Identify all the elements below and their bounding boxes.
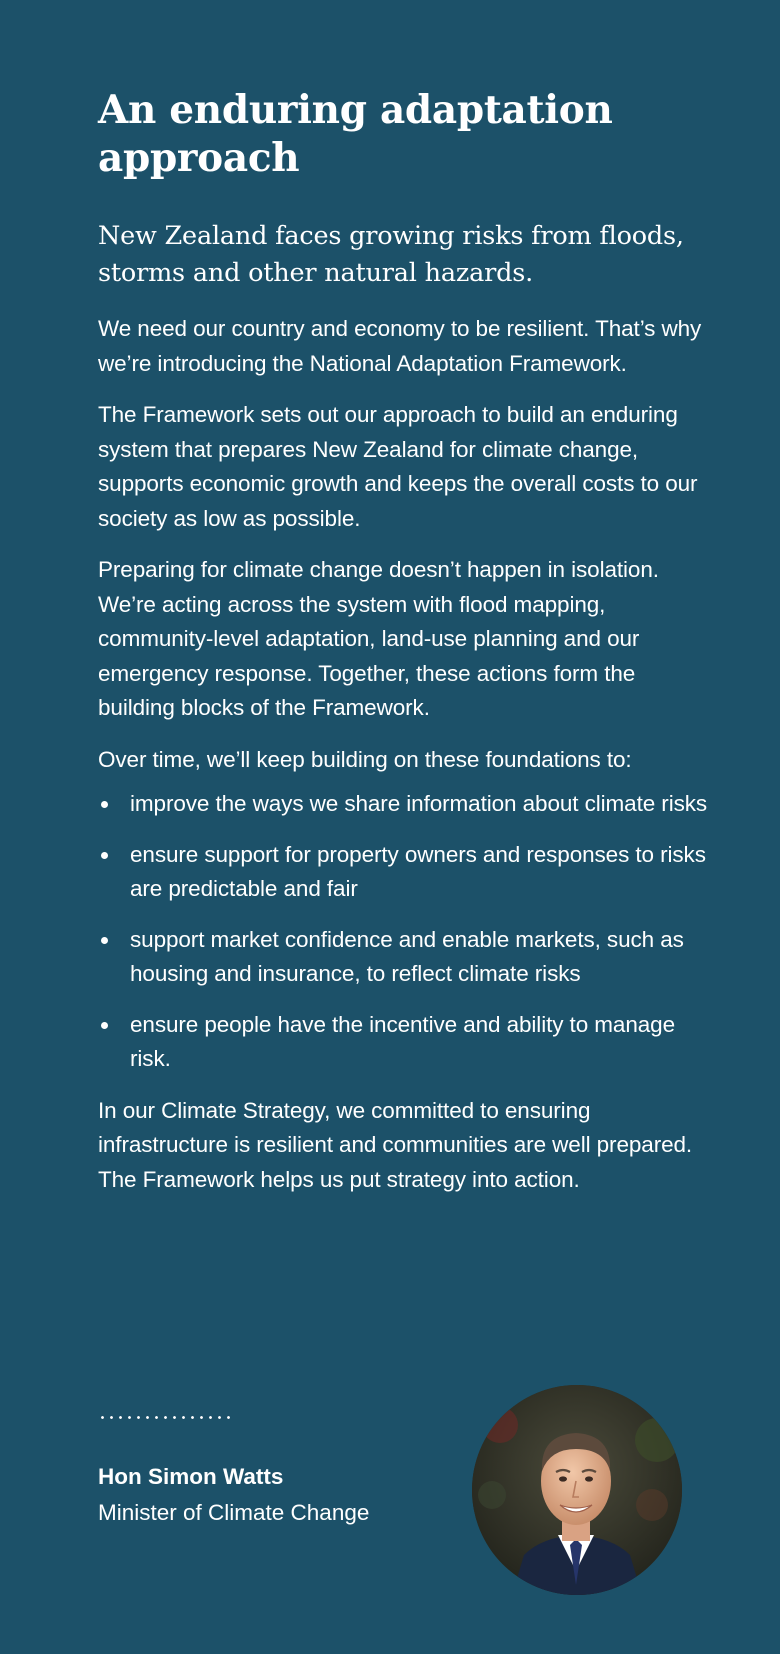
bullet-dot-icon bbox=[101, 1022, 108, 1029]
list-item bbox=[98, 923, 708, 992]
closing-paragraph: In our Climate Strategy, we committed to ensuring infrastructure is resilient and communities are well prepared. The Framework helps us put strategy into action. bbox=[98, 1097, 693, 1192]
bullet-dot-icon bbox=[101, 937, 108, 944]
portrait-image bbox=[472, 1385, 682, 1595]
subtitle: New Zealand faces growing risks from floods, storms and other natural hazards. bbox=[98, 221, 684, 288]
list-item-text: ensure support for property owners and responses to risks are predictable and fair bbox=[130, 841, 706, 901]
message-panel bbox=[98, 86, 708, 1214]
list-item-text: improve the ways we share information about climate risks bbox=[130, 791, 708, 816]
paragraph: We need our country and economy to be resilient. That’s why we’re introducing the National Adaptation Framework. bbox=[98, 316, 702, 376]
dotted-divider bbox=[98, 1416, 233, 1419]
list-item bbox=[98, 787, 708, 822]
list-item-text: ensure people have the incentive and ability to manage risk. bbox=[130, 1011, 675, 1071]
bullet-intro: Over time, we’ll keep building on these foundations to: bbox=[98, 746, 632, 772]
bullet-dot-icon bbox=[101, 801, 108, 808]
paragraph: Preparing for climate change doesn’t happen in isolation. We’re acting across the system with flood mapping, community-level adaptation, land-use planning and our emergency response. Together, these actions form the building blocks of the Framework. bbox=[98, 557, 659, 720]
minister-portrait bbox=[472, 1385, 682, 1595]
paragraph: The Framework sets out our approach to build an enduring system that prepares New Zealand for climate change, supports economic growth and keeps the overall costs to our society as low as possible. bbox=[98, 402, 698, 531]
list-item bbox=[98, 838, 708, 907]
list-item-text: support market confidence and enable markets, such as housing and insurance, to reflect climate risks bbox=[130, 926, 684, 986]
bullet-dot-icon bbox=[101, 852, 108, 859]
signature-name: Hon Simon Watts bbox=[98, 1464, 284, 1489]
signature-role: Minister of Climate Change bbox=[98, 1500, 370, 1525]
list-item bbox=[98, 1008, 708, 1077]
bullet-list bbox=[98, 787, 708, 1077]
page-title: An enduring adaptation approach bbox=[98, 87, 613, 181]
